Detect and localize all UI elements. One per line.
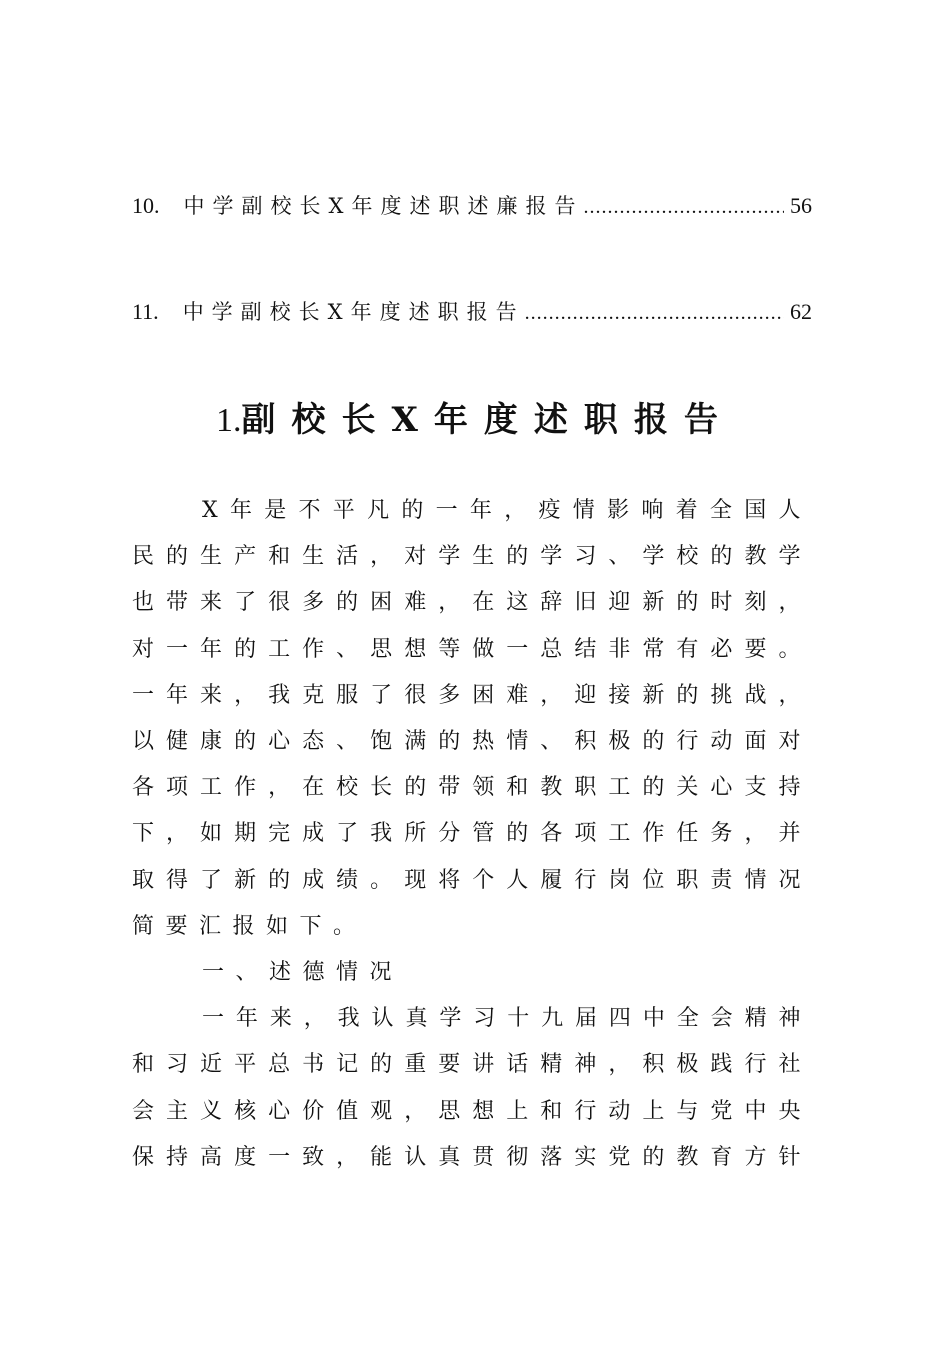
toc-item-page: 62 (790, 299, 812, 324)
toc-item-title: 中学副校长X年度述职报告 (182, 300, 525, 324)
body-paragraph: 一年来，我认真学习十九届四中全会精神和习近平总书记的重要讲话精神，积极践行社会主义核心价值观，思想上和行动上与党中央保持高度一致，能认真贯彻落实党的教育方针 (132, 1006, 812, 1170)
toc-item-title: 中学副校长X年度述职述廉报告 (183, 194, 584, 218)
toc-leader-dots (525, 302, 784, 325)
article-heading (0, 392, 950, 441)
toc-item-number: 10. (132, 193, 160, 218)
toc-item-10[interactable] (132, 190, 812, 220)
toc-leader-dots (583, 196, 784, 219)
body-paragraph: X年是不平凡的一年，疫情影响着全国人民的生产和生活，对学生的学习、学校的教学也带来了很多的困难，在这辞旧迎新的时刻，对一年的工作、思想等做一总结非常有必要。一年来，我克服了很多困难，迎接新的挑战，以健康的心态、饱满的热情、积极的行动面对各项工作，在校长的带领和教职工的关心支持下，如期完成了我所分管的各项工作任务，并取得了新的成绩。现将个人履行岗位职责情况简要汇报如下。 (132, 498, 812, 939)
toc-item-page: 56 (790, 193, 812, 218)
heading-text: 副校长X年度述职报告 (241, 400, 734, 440)
toc-item-11[interactable] (132, 296, 812, 326)
article-body (132, 488, 812, 1181)
toc-item-number: 11. (132, 299, 159, 324)
heading-number: 1. (216, 402, 242, 439)
section-heading: 一、述德情况 (202, 960, 404, 986)
